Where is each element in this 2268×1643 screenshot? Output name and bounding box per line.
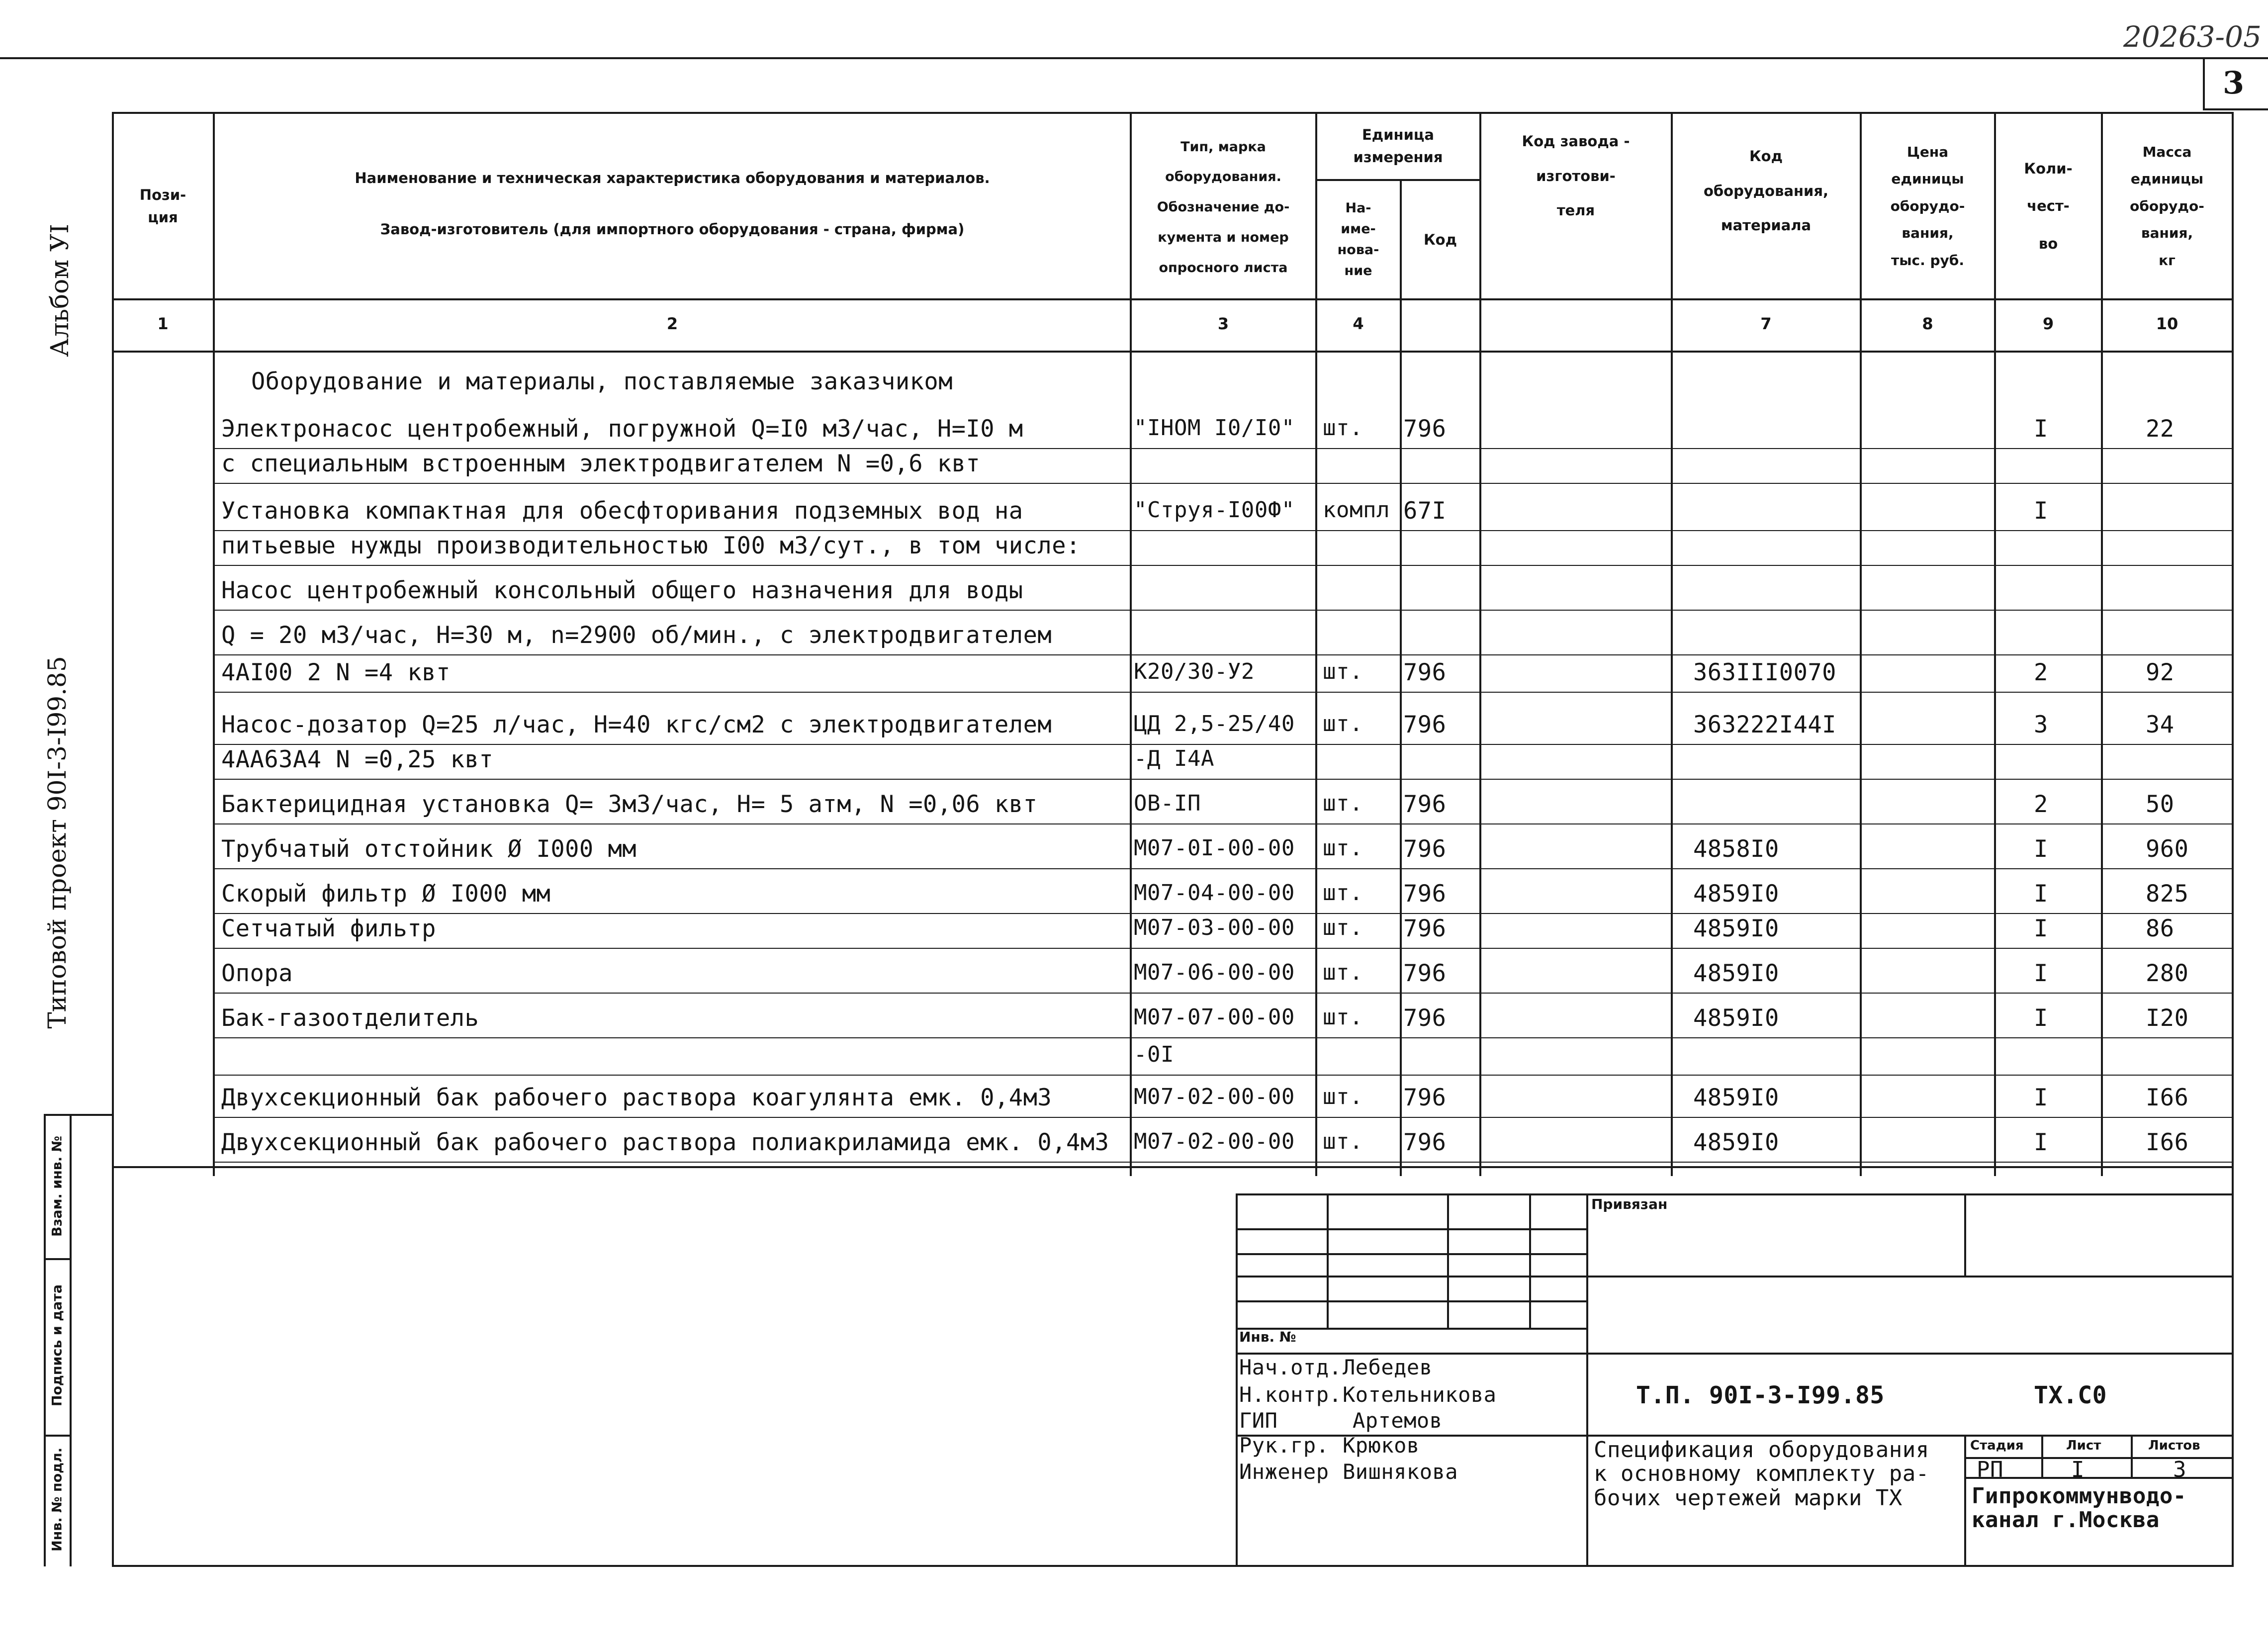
row-separator (213, 1162, 2233, 1163)
stamp-stage: РП (1977, 1457, 2003, 1482)
stamp-strip-left (44, 1114, 46, 1566)
stamp-grid-h6 (1236, 1353, 2233, 1355)
cell-unit: шт. (1323, 1129, 1363, 1154)
col-line-4 (1400, 179, 1402, 1176)
cell-unit: компл (1323, 497, 1390, 523)
cell-qty: 2 (2034, 791, 2048, 818)
row-separator (213, 779, 2233, 780)
row-separator (213, 913, 2233, 914)
header-price: Цена единицы оборудо- вания, тыс. руб. (1890, 143, 1965, 269)
cell-name: питьевые нужды производительностью I00 м3/сут., в том числе: (221, 532, 1081, 559)
stamp-grid-h1 (1236, 1228, 1586, 1230)
stamp-doc-code: Т.П. 90I-3-I99.85 (1636, 1381, 1885, 1409)
stamp-grid-v3 (1529, 1193, 1531, 1328)
cell-type: К20/30-У2 (1134, 659, 1255, 684)
cell-name: Насос центробежный консольный общего назначения для воды (221, 577, 1023, 604)
cell-equip: 4858I0 (1693, 835, 1779, 863)
cell-qty: I (2034, 880, 2048, 908)
row-separator (213, 565, 2233, 566)
cell-mass: I66 (2146, 1084, 2189, 1111)
row-separator (213, 1117, 2233, 1118)
row-separator (213, 868, 2233, 869)
cell-name: Установка компактная для обесфторивания подземных вод на (221, 497, 1023, 525)
row-separator (213, 483, 2233, 484)
cell-qty: I (2034, 1004, 2048, 1032)
cell-type: М07-06-00-00 (1134, 960, 1295, 985)
cell-unit: шт. (1323, 711, 1363, 736)
cell-type: М07-02-00-00 (1134, 1084, 1295, 1109)
cell-type: "Струя-I00Ф" (1134, 497, 1295, 523)
cell-mass: 22 (2146, 415, 2175, 443)
cell-unit: шт. (1323, 659, 1363, 684)
stamp-person-role: Н.контр. (1239, 1382, 1342, 1407)
cell-mass: 86 (2146, 915, 2175, 942)
cell-qty: I (2034, 835, 2048, 863)
stamp-stage-h1 (1964, 1457, 2233, 1459)
cell-equip: 4859I0 (1693, 1084, 1779, 1111)
cell-type: М07-02-00-00 (1134, 1129, 1295, 1154)
cell-name: Насос-дозатор Q=25 л/час, Н=40 кгс/см2 с электродвигателем (221, 711, 1052, 738)
stamp-person-name: Артемов (1353, 1408, 1443, 1433)
cell-code: 796 (1403, 1129, 1447, 1156)
colnum-1: 1 (157, 314, 169, 333)
stamp-stage-v2 (2131, 1435, 2133, 1477)
stamp-sheet-label: Лист (2066, 1438, 2101, 1453)
top-border (0, 57, 2268, 59)
colnum-10: 10 (2156, 314, 2178, 333)
cell-unit: шт. (1323, 915, 1363, 940)
cell-name: Трубчатый отстойник Ø I000 мм (221, 835, 637, 863)
stamp-person-role: Инженер (1239, 1460, 1329, 1484)
cell-unit: шт. (1323, 1004, 1363, 1030)
cell-qty: I (2034, 1129, 2048, 1156)
cell-equip: 4859I0 (1693, 960, 1779, 987)
stamp-person-role: Нач.отд. (1239, 1355, 1342, 1379)
stamp-person-role: ГИП (1239, 1408, 1278, 1433)
cell-name: Скорый фильтр Ø I000 мм (221, 880, 551, 908)
cell-unit: шт. (1323, 1084, 1363, 1109)
stamp-person-name: Вишнякова (1343, 1460, 1458, 1484)
stamp-label-inv: Инв. № подл. (49, 1448, 65, 1552)
header-unit-group: Единица измерения (1353, 126, 1443, 166)
table-body-bottom (112, 1166, 2233, 1168)
row-separator (213, 1075, 2233, 1076)
row-separator (213, 610, 2233, 611)
project-label: Типовой проект 90I-3-I99.85 (43, 656, 72, 1029)
stamp-grid-v2 (1447, 1193, 1449, 1328)
stamp-strip-mid (70, 1114, 72, 1566)
cell-code: 796 (1403, 960, 1447, 987)
row-separator (213, 1037, 2233, 1038)
cell-name: 4АI00 2 N =4 квт (221, 659, 451, 686)
frame-top (112, 112, 2233, 114)
cell-code: 796 (1403, 711, 1447, 738)
header-quantity: Коли- чест- во (2024, 160, 2073, 252)
cell-qty: 2 (2034, 659, 2048, 686)
colnum-4: 4 (1353, 314, 1364, 333)
cell-equip: 4859I0 (1693, 915, 1779, 942)
stamp-stage-label: Стадия (1970, 1438, 2024, 1453)
header-position: Пози- ция (139, 186, 186, 226)
stamp-sheets-label: Листов (2148, 1438, 2200, 1453)
stamp-grid-v4 (1586, 1193, 1588, 1566)
cell-unit: шт. (1323, 880, 1363, 906)
cell-type: -0I (1134, 1042, 1174, 1067)
cell-qty: I (2034, 915, 2048, 942)
cell-mass: 92 (2146, 659, 2175, 686)
stamp-title: Спецификация оборудования к основному комплекту ра- бочих чертежей марки ТХ (1594, 1437, 1929, 1511)
colnum-8: 8 (1922, 314, 1933, 333)
stamp-person-name: Котельникова (1343, 1382, 1497, 1407)
frame-right (2232, 112, 2234, 1566)
cell-mass: 960 (2146, 835, 2189, 863)
row-separator (213, 692, 2233, 693)
cell-mass: 50 (2146, 791, 2175, 818)
cell-qty: I (2034, 1084, 2048, 1111)
cell-code: 796 (1403, 791, 1447, 818)
cell-unit: шт. (1323, 835, 1363, 861)
frame-left (112, 112, 114, 1566)
stamp-sheet: I (2071, 1457, 2085, 1482)
cell-mass: I20 (2146, 1004, 2189, 1032)
row-separator (213, 744, 2233, 745)
section-title: Оборудование и материалы, поставляемые заказчиком (251, 368, 953, 395)
cell-type: ОВ-IП (1134, 791, 1201, 816)
stamp-title-right (1964, 1435, 1966, 1566)
stamp-organization: Гипрокоммунводо- канал г.Москва (1972, 1483, 2186, 1533)
header-bottom (112, 298, 2233, 300)
cell-unit: шт. (1323, 791, 1363, 816)
sheet-number: 3 (2223, 65, 2245, 101)
cell-name: Сетчатый фильтр (221, 915, 436, 942)
header-equip-code: Код оборудования, материала (1703, 148, 1829, 234)
cell-type: М07-0I-00-00 (1134, 835, 1295, 861)
cell-mass: 280 (2146, 960, 2189, 987)
header-mass: Масса единицы оборудо- вания, кг (2130, 143, 2204, 269)
colnum-2: 2 (666, 314, 678, 333)
cell-qty: 3 (2034, 711, 2048, 738)
stamp-label-podpis: Подпись и дата (49, 1284, 65, 1407)
stamp-label-vzam: Взам. инв. № (49, 1136, 65, 1237)
cell-code: 796 (1403, 659, 1447, 686)
cell-code: 796 (1403, 1084, 1447, 1111)
colnum-7: 7 (1760, 314, 1772, 333)
cell-qty: I (2034, 497, 2048, 525)
cell-type: "IНОМ I0/I0" (1134, 415, 1295, 441)
stamp-grid-h3 (1236, 1276, 2233, 1278)
frame-bottom (112, 1565, 2234, 1567)
header-name-line2: Завод-изготовитель (для импортного оборудования - страна, фирма) (380, 221, 965, 238)
stamp-privyazan-v (1964, 1193, 1966, 1276)
header-unit-name: На- име- нова- ние (1337, 200, 1379, 278)
header-type: Тип, марка оборудования. Обозначение до- кумента и номер опросного листа (1157, 139, 1290, 275)
cell-unit: шт. (1323, 415, 1363, 441)
cell-equip: 4859I0 (1693, 880, 1779, 908)
cell-name: с специальным встроенным электродвигателем N =0,6 квт (221, 450, 981, 477)
sheet-box-bottom (2203, 108, 2268, 110)
stamp-inv-no: Инв. № (1239, 1329, 1296, 1345)
cell-name: Бактерицидная установка Q= 3м3/час, Н= 5 атм, N =0,06 квт (221, 791, 1038, 818)
cell-code: 796 (1403, 880, 1447, 908)
cell-type: -Д I4А (1134, 746, 1214, 771)
header-plant-code: Код завода - изготови- теля (1522, 133, 1630, 219)
album-label: Альбом УI (45, 224, 74, 357)
cell-mass: 825 (2146, 880, 2189, 908)
document-code: 20263-05 (2123, 20, 2262, 54)
stamp-grid-h2 (1236, 1253, 1586, 1255)
cell-name: Бак-газоотделитель (221, 1004, 479, 1032)
stamp-person-name: Лебедев (1343, 1355, 1433, 1379)
col-line-5 (1479, 112, 1481, 1176)
cell-type: М07-04-00-00 (1134, 880, 1295, 906)
header-name-line1: Наименование и техническая характеристика оборудования и материалов. (355, 170, 990, 187)
cell-name: Двухсекционный бак рабочего раствора коагулянта емк. 0,4м3 (221, 1084, 1052, 1111)
cell-type: ЦД 2,5-25/40 (1134, 711, 1295, 736)
stamp-grid-h4 (1236, 1300, 1586, 1302)
cell-name: 4АА63А4 N =0,25 квт (221, 746, 494, 773)
colnum-9: 9 (2042, 314, 2054, 333)
cell-name: Опора (221, 960, 293, 987)
cell-code: 67I (1403, 497, 1447, 525)
stamp-left (1236, 1193, 1238, 1566)
stamp-mark: ТХ.С0 (2034, 1381, 2107, 1409)
colnum-3: 3 (1217, 314, 1229, 333)
row-separator (213, 530, 2233, 531)
cell-type: М07-07-00-00 (1134, 1004, 1295, 1030)
sheet-box-left (2203, 57, 2205, 109)
col-line-6 (1671, 112, 1673, 1176)
header-name (215, 119, 1130, 288)
cell-code: 796 (1403, 415, 1447, 443)
cell-name: Двухсекционный бак рабочего раствора полиакриламида емк. 0,4м3 (221, 1129, 1109, 1156)
colnum-bottom (112, 351, 2233, 353)
header-unit-code: Код (1423, 231, 1457, 248)
cell-qty: I (2034, 415, 2048, 443)
row-separator (213, 448, 2233, 449)
stamp-grid-v1 (1327, 1193, 1329, 1328)
cell-name: Q = 20 м3/час, Н=30 м, n=2900 об/мин., с электродвигателем (221, 622, 1052, 649)
cell-unit: шт. (1323, 960, 1363, 985)
cell-mass: I66 (2146, 1129, 2189, 1156)
stamp-top (1236, 1193, 2233, 1195)
stamp-stage-v1 (2041, 1435, 2043, 1477)
row-separator (213, 654, 2233, 655)
cell-equip: 4859I0 (1693, 1129, 1779, 1156)
stamp-sheets: 3 (2173, 1457, 2186, 1482)
cell-qty: I (2034, 960, 2048, 987)
cell-mass: 34 (2146, 711, 2175, 738)
cell-code: 796 (1403, 915, 1447, 942)
cell-equip: 363222I44I (1693, 711, 1836, 738)
stamp-stage-h2 (1964, 1477, 2233, 1479)
stamp-privyazan: Привязан (1591, 1196, 1668, 1212)
row-separator (213, 948, 2233, 949)
cell-code: 796 (1403, 1004, 1447, 1032)
cell-equip: 4859I0 (1693, 1004, 1779, 1032)
row-separator (213, 823, 2233, 824)
cell-type: М07-03-00-00 (1134, 915, 1295, 940)
cell-equip: 363III0070 (1693, 659, 1836, 686)
stamp-person-name: Крюков (1343, 1433, 1420, 1458)
cell-code: 796 (1403, 835, 1447, 863)
stamp-person-role: Рук.гр. (1239, 1433, 1329, 1458)
cell-name: Электронасос центробежный, погружной Q=I0 м3/час, Н=I0 м (221, 415, 1023, 443)
row-separator (213, 993, 2233, 994)
